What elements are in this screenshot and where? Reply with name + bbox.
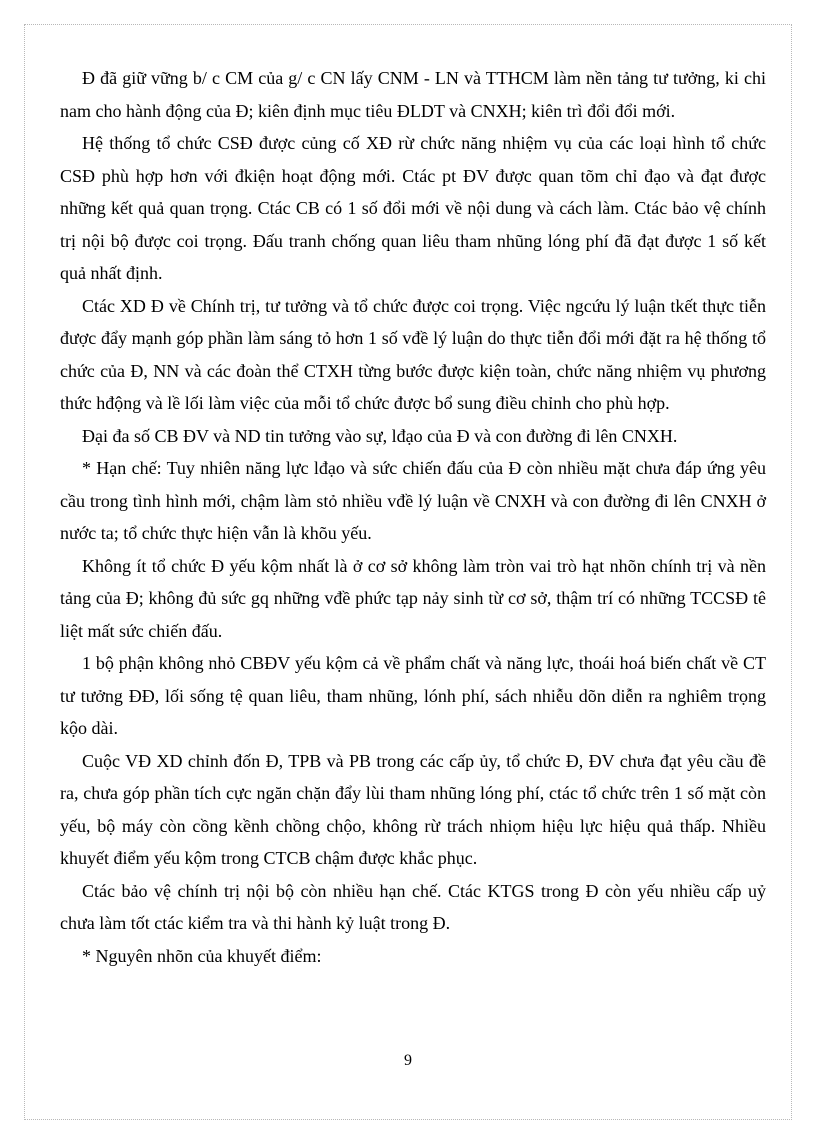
paragraph-4: Đại đa số CB ĐV và ND tin tưởng vào sự, lđạo của Đ và con đường đi lên CNXH. <box>82 425 678 446</box>
paragraph-8: Cuộc VĐ XD chỉnh đốn Đ, TPB và PB trong các cấp ủy, tổ chức Đ, ĐV chưa đạt yêu cầu đề ra, chưa góp phần tích cực ngăn chặn đẩy lùi tham nhũng lóng phí, ctác tổ chức trên 1 số mặt còn yếu, bộ máy còn cồng kềnh chồng chộo, không rừ trách nhiọm hiệu lực hiệu quả thấp. Nhiều khuyết điểm yếu kộm trong CTCB chậm được khắc phục. <box>60 750 766 868</box>
paragraph-9: Ctác bảo vệ chính trị nội bộ còn nhiều hạn chế. Ctác KTGS trong Đ còn yếu nhiều cấp uỷ chưa làm tốt ctác kiểm tra và thi hành kỷ luật trong Đ. <box>60 880 766 933</box>
paragraph-3: Ctác XD Đ về Chính trị, tư tưởng và tổ chức được coi trọng. Việc ngcứu lý luận tkết thực tiễn được đẩy mạnh góp phần làm sáng tỏ hơn 1 số vđề lý luận do thực tiễn đổi mới đặt ra hệ thống tổ chức của Đ, NN và các đoàn thể CTXH từng bước được kiện toàn, chức năng nhiệm vụ phương thức hđộng và lề lối làm việc của mỗi tổ chức được bổ sung điều chỉnh cho phù hợp. <box>60 295 766 413</box>
paragraph-7: 1 bộ phận không nhỏ CBĐV yếu kộm cả về phẩm chất và năng lực, thoái hoá biến chất về CT tư tưởng ĐĐ, lối sống tệ quan liêu, tham nhũng, lónh phí, sách nhiễu dõn diễn ra nghiêm trọng kộo dài. <box>60 653 766 738</box>
paragraph-2: Hệ thống tổ chức CSĐ được củng cố XĐ rừ chức năng nhiệm vụ của các loại hình tổ chức CSĐ phù hợp hơn với đkiện hoạt động mới. Ctác pt ĐV được quan tõm chỉ đạo và đạt được những kết quả quan trọng. Ctác CB có 1 số đổi mới về nội dung và cách làm. Ctác bảo vệ chính trị nội bộ được coi trọng. Đấu tranh chống quan liêu tham nhũng lóng phí đã đạt được 1 số kết quả nhất định. <box>60 133 766 283</box>
paragraph-causes-heading: * Nguyên nhõn của khuyết điểm: <box>82 945 322 966</box>
document-body <box>60 62 766 972</box>
paragraph-1: Đ đã giữ vững b/ c CM của g/ c CN lấy CNM - LN và TTHCM làm nền tảng tư tưởng, ki chi nam cho hành động của Đ; kiên định mục tiêu ĐLDT và CNXH; kiên trì đổi đổi mới. <box>60 68 766 121</box>
paragraph-6: Không ít tổ chức Đ yếu kộm nhất là ở cơ sở không làm tròn vai trò hạt nhõn chính trị và nền tảng của Đ; không đủ sức gq những vđề phức tạp nảy sinh từ cơ sở, thậm trí có những TCCSĐ tê liệt mất sức chiến đấu. <box>60 555 766 641</box>
paragraph-limitations: * Hạn chế: Tuy nhiên năng lực lđạo và sức chiến đấu của Đ còn nhiều mặt chưa đáp ứng yêu cầu trong tình hình mới, chậm làm stỏ nhiều vđề lý luận về CNXH và con đường đi lên CNXH ở nước ta; tổ chức thực hiện vẫn là khõu yếu. <box>60 458 766 543</box>
page-number: 9 <box>404 1052 412 1069</box>
